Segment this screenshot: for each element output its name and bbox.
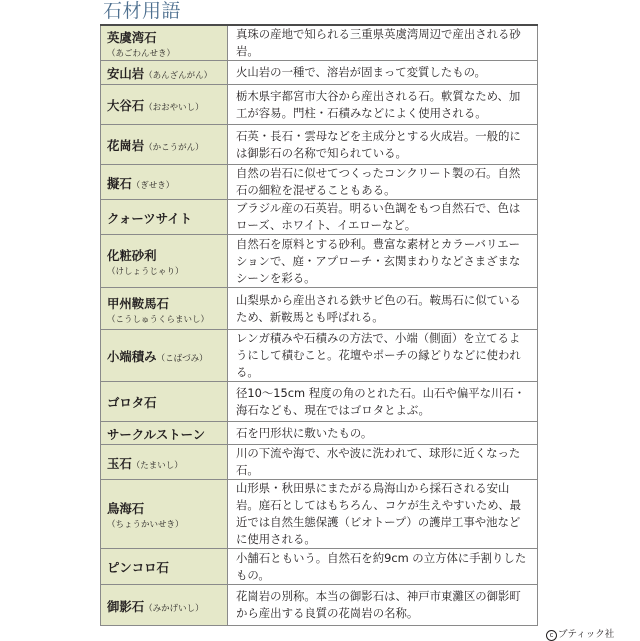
term-cell [101, 288, 228, 330]
term-cell [101, 585, 228, 626]
term-description: 花崗岩の別称。本当の御影石は、神戸市東灘区の御影町から産出する良質の花崗岩の名称。 [228, 585, 538, 626]
term-reading: （こばづみ） [156, 354, 208, 364]
term-description: 火山岩の一種で、溶岩が固まって変質したもの。 [228, 61, 538, 85]
term-reading: （こうしゅうくらまいし） [107, 314, 210, 325]
term-name: 安山岩 [107, 66, 145, 81]
term-cell [101, 445, 228, 480]
table-row [101, 61, 538, 85]
table-row [101, 85, 538, 125]
term-cell [101, 200, 228, 235]
term-name: 花崗岩 [107, 138, 145, 153]
table-row [101, 26, 538, 61]
term-name: 化粧砂利 [107, 248, 157, 263]
table-row [101, 288, 538, 330]
publisher-name: ブティック社 [558, 629, 615, 640]
term-name: ピンコロ石 [107, 560, 169, 575]
term-reading: （ぎせき） [131, 180, 175, 191]
publisher-credit [546, 626, 614, 641]
term-description: 径10～15cm 程度の角のとれた石。山石や偏平な川石・海石なども、現在ではゴロタとよぶ。 [228, 382, 538, 422]
term-reading: （ちょうかいせき） [107, 520, 184, 530]
table-row [101, 165, 538, 200]
term-description: 自然の岩石に似せてつくったコンクリート製の石。自然石の細粒を混ぜることもある。 [228, 165, 538, 200]
term-description: 山梨県から産出される鉄サビ色の石。鞍馬石に似ているため、新鞍馬とも呼ばれる。 [228, 288, 538, 330]
table-row [101, 422, 538, 445]
table-row [101, 585, 538, 626]
term-name: ゴロタ石 [107, 395, 157, 410]
term-description: 川の下流や海で、水や波に洗われて、球形に近くなった石。 [228, 445, 538, 480]
stone-terms-table [100, 26, 538, 626]
term-name: 英虞湾石 [107, 30, 157, 45]
copyright-icon: c [546, 630, 557, 641]
term-description: 真珠の産地で知られる三重県英虞湾周辺で産出される砂岩。 [228, 26, 538, 61]
term-reading: （かこうがん） [144, 143, 204, 153]
table-row [101, 200, 538, 235]
term-cell [101, 422, 228, 445]
term-reading: （けしょうじゃり） [107, 267, 184, 277]
table-row [101, 445, 538, 480]
term-name: サークルストーン [107, 426, 206, 442]
page-title: 石材用語 [103, 0, 182, 22]
term-reading: （おおやいし） [144, 103, 204, 113]
term-name: 小端積み [107, 349, 157, 364]
term-cell [101, 330, 228, 382]
term-cell [101, 382, 228, 422]
term-description: ブラジル産の石英岩。明るい色調をもつ自然石で、色はローズ、ホワイト、イエローなど。 [228, 200, 538, 235]
table-row [101, 125, 538, 165]
table-row [101, 235, 538, 288]
term-description: 小舗石ともいう。自然石を約9cm の立方体に手割りしたもの。 [228, 549, 538, 585]
term-name: クォーツサイト [107, 210, 192, 226]
term-reading: （あんざんがん） [144, 71, 213, 81]
term-name: 甲州鞍馬石 [107, 295, 169, 311]
term-cell [101, 85, 228, 125]
term-reading: （みかげいし） [144, 603, 204, 614]
term-cell [101, 26, 228, 61]
term-cell [101, 549, 228, 585]
term-description: 自然石を原料とする砂利。豊富な素材とカラーバリエーションで、庭・アプローチ・玄関まわりなどさまざまなシーンを彩る。 [228, 235, 538, 288]
term-cell [101, 61, 228, 85]
term-description: 石英・長石・雲母などを主成分とする火成岩。一般的には御影石の名称で知られている。 [228, 125, 538, 165]
term-reading: （あごわんせき） [107, 49, 176, 59]
term-cell [101, 480, 228, 549]
table-row [101, 480, 538, 549]
term-name: 御影石 [107, 598, 145, 614]
table-row [101, 549, 538, 585]
term-name: 擬石 [107, 175, 132, 191]
term-description: 栃木県宇都宮市大谷から産出される石。軟質なため、加工が容易。門柱・石積みなどによく使用される。 [228, 85, 538, 125]
term-name: 大谷石 [107, 98, 145, 113]
term-description: 山形県・秋田県にまたがる鳥海山から採石される安山岩。庭石としてはもちろん、コケが生えやすいため、最近では自然生態保護（ビオトープ）の護岸工事や池などに使用される。 [228, 480, 538, 549]
term-reading: （たまいし） [131, 460, 183, 471]
term-cell [101, 165, 228, 200]
term-description: 石を円形状に敷いたもの。 [228, 422, 538, 445]
table-row [101, 382, 538, 422]
table-row [101, 330, 538, 382]
term-description: レンガ積みや石積みの方法で、小端（側面）を立てるようにして積むこと。花壇やポーチの縁どりなどに使われる。 [228, 330, 538, 382]
term-cell [101, 125, 228, 165]
term-cell [101, 235, 228, 288]
term-name: 玉石 [107, 455, 132, 471]
term-name: 鳥海石 [107, 501, 145, 516]
